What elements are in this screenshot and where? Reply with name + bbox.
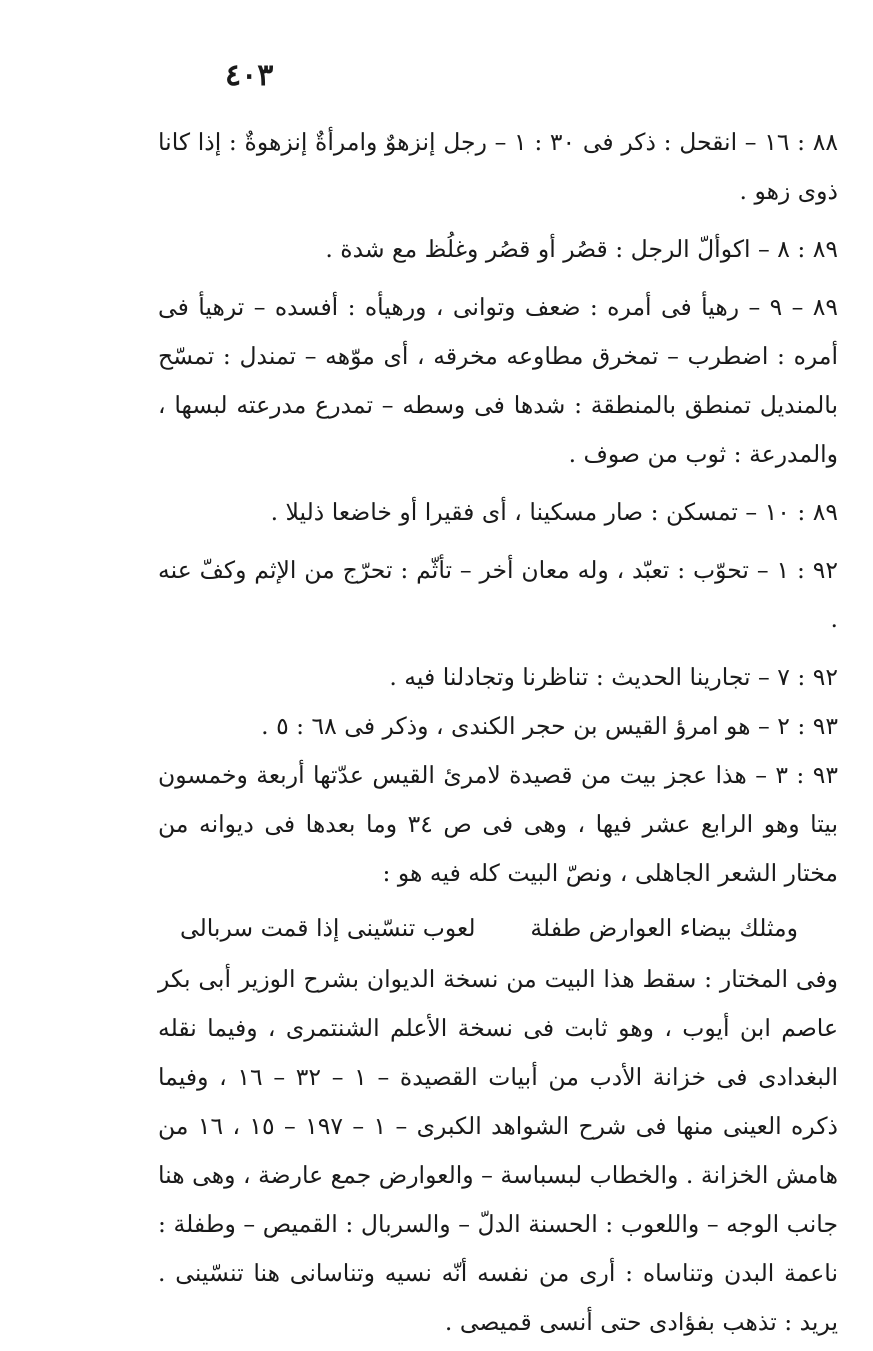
notes-body bbox=[158, 118, 838, 1347]
note-paragraph: ٩٢ : ١ – تحوّب : تعبّد ، وله معان أخر – تأثّم : تحرّج من الإثم وكفّ عنه . bbox=[158, 556, 838, 633]
note-paragraph: ٩٣ : ٢ – هو امرؤ القيس بن حجر الكندى ، وذكر فى ٦٨ : ٥ . bbox=[261, 712, 838, 740]
closing-paragraph: وفى المختار : سقط هذا البيت من نسخة الديوان بشرح الوزير أبى بكر عاصم ابن أيوب ، وهو ثابت فى نسخة الأعلم الشنتمرى ، وفيما نقله البغدادى فى خزانة الأدب من أبيات القصيدة – ١ – ٣٢ – ١٦ ، وفيما ذكره العينى منها فى شرح الشواهد الكبرى – ١ – ١٩٧ – ١٥ ، ١٦ من هامش الخزانة . والخطاب لبسباسة – والعوارض جمع عارضة ، وهى هنا جانب الوجه – واللعوب : الحسنة الدلّ – والسربال : القميص – وطفلة : ناعمة البدن وتناساه : أرى من نفسه أنّه نسيه وتناسانى هنا تنسّينى . يريد : تذهب بفؤادى حتى أنسى قميصى . bbox=[158, 965, 839, 1336]
note-paragraph: ٨٩ : ١٠ – تمسكن : صار مسكينا ، أى فقيرا أو خاضعا ذليلا . bbox=[270, 498, 838, 526]
verse-first-hemistich: ومثلك بيضاء العوارض طفلة bbox=[530, 914, 798, 942]
note-paragraph: ٨٨ : ١٦ – انقحل : ذكر فى ٣٠ : ١ – رجل إنزهوٌ وامرأةٌ إنزهوةٌ : إذا كانا ذوى زهو . bbox=[158, 128, 838, 205]
note-paragraph: ٩٢ : ٧ – تجارينا الحديث : تناظرنا وتجادلنا فيه . bbox=[389, 663, 838, 691]
verse-second-hemistich: لعوب تنسّينى إذا قمت سربالى bbox=[180, 914, 476, 942]
note-paragraph: ٩٣ : ٣ – هذا عجز بيت من قصيدة لامرئ القيس عدّتها أربعة وخمسون بيتا وهو الرابع عشر فيها ، وهى فى ص ٣٤ وما بعدها فى ديوانه من مختار الشعر الجاهلى ، ونصّ البيت كله فيه هو : bbox=[158, 761, 839, 887]
page-number: ٤٠٣ bbox=[225, 58, 274, 93]
poem-verse bbox=[158, 904, 838, 953]
note-paragraph: ٨٩ – ٩ – رهيأ فى أمره : ضعف وتوانى ، ورهيأه : أفسده – ترهيأ فى أمره : اضطرب – تمخرق مطاوعه مخرقه ، أى موّهه – تمندل : تمسّح بالمنديل تمنطق بالمنطقة : شدها فى وسطه – تمدرع مدرعته لبسها ، والمدرعة : ثوب من صوف . bbox=[158, 293, 838, 468]
note-paragraph: ٨٩ : ٨ – اكوألّ الرجل : قصُر أو قصُر وغلُظ مع شدة . bbox=[325, 235, 838, 263]
